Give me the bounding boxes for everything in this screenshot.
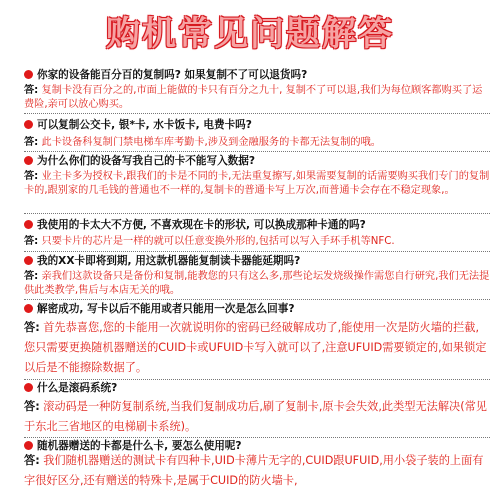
question-text: 可以复制公交卡, 银*卡, 水卡饭卡, 电费卡吗?	[37, 119, 252, 131]
answer-label: 答:	[24, 85, 39, 96]
divider	[24, 251, 490, 253]
answer-5	[24, 270, 490, 298]
question-2	[24, 118, 252, 132]
answer-text: 复制卡没有百分之的,市面上能做的卡只有百分之九十, 复制不了可以退,我们为每位顾客都购买了运费险,亲可以放心购买。	[24, 85, 483, 110]
question-text: 什么是滚码系统?	[37, 382, 118, 394]
divider	[24, 151, 490, 153]
question-text: 为什么你们的设备写我自己的卡不能写入数据?	[37, 155, 256, 167]
answer-6	[24, 318, 490, 378]
bullet-dot-icon	[24, 70, 33, 79]
answer-text: 业主卡多为授权卡,跟我们的卡是不同的卡,无法重复擦写,如果需要复制的话需要购买我们专门的复制卡的,跟别家的几毛钱的普通也不一样的,复制卡的普通卡写上万次,而普通卡会存在不稳定现象,。	[24, 171, 490, 196]
divider	[24, 113, 490, 115]
question-text: 解密成功, 写卡以后不能用或者只能用一次是怎么回事?	[37, 303, 295, 315]
answer-label: 答:	[24, 321, 40, 334]
bullet-dot-icon	[24, 156, 33, 165]
answer-3	[24, 170, 490, 198]
question-5	[24, 254, 300, 268]
answer-2	[24, 136, 490, 150]
question-text: 随机器赠送的卡都是什么卡, 要怎么使用呢?	[37, 440, 242, 452]
question-6	[24, 302, 295, 316]
answer-4	[24, 235, 490, 249]
question-7	[24, 381, 117, 395]
answer-text: 此卡设备科复制门禁电梯车库考勤卡,涉及到金融服务的卡都无法复制的哦。	[41, 137, 381, 148]
answer-7	[24, 397, 490, 437]
answer-label: 答:	[24, 137, 39, 148]
answer-label: 答:	[24, 271, 39, 282]
bullet-dot-icon	[24, 256, 33, 265]
question-text: 我使用的卡太大不方便, 不喜欢现在卡的形状, 可以换成那种卡通的吗?	[37, 219, 366, 231]
question-text: 你家的设备能百分百的复制吗? 如果复制不了可以退货吗?	[37, 69, 308, 81]
bullet-dot-icon	[24, 441, 33, 450]
divider	[24, 213, 490, 215]
answer-label: 答:	[24, 454, 40, 467]
question-text: 我的XX卡即将到期, 用这款机器能复制读卡器能延期吗?	[37, 255, 301, 267]
bullet-dot-icon	[24, 220, 33, 229]
answer-text: 我们随机器赠送的测试卡有四种卡,UID卡薄片无字的,CUID跟UFUID,用小袋子装的上面有字很好区分,还有赠送的特殊卡,是属于CUID的防火墙卡,	[24, 454, 484, 487]
answer-text: 亲我们这款设备只是备份和复制,能教您的只有这么多,那些论坛发烧级操作需您自行研究,我们无法提供此类教学,售后与本店无关的哦。	[24, 271, 490, 296]
answer-label: 答:	[24, 171, 39, 182]
question-4	[24, 218, 366, 232]
bullet-dot-icon	[24, 304, 33, 313]
title-banner	[0, 0, 500, 52]
answer-1	[24, 84, 490, 112]
answer-label: 答:	[24, 236, 39, 247]
answer-8	[24, 451, 490, 489]
bullet-dot-icon	[24, 383, 33, 392]
answer-label: 答:	[24, 400, 40, 413]
answer-text: 只要卡片的芯片是一样的就可以任意变换外形的,包括可以写入手环手机等NFC.	[41, 236, 395, 247]
bullet-dot-icon	[24, 120, 33, 129]
answer-text: 滚动码是一种防复制系统,当我们复制成功后,刷了复制卡,原卡会失效,此类型无法解决(常见于东北三省地区的电梯刷卡系统)。	[24, 400, 487, 433]
divider	[24, 299, 490, 301]
question-1	[24, 68, 307, 82]
answer-text: 首先恭喜您,您的卡能用一次就说明你的密码已经破解成功了,能使用一次是防火墙的拦截,您只需要更换随机器赠送的CUID卡或UFUID卡写入就可以了,注意UFUID需要锁定的,如果锁定以后是不能擦除数据了。	[24, 321, 487, 374]
page-title: 购机常见问题解答	[106, 14, 394, 54]
question-3	[24, 154, 255, 168]
